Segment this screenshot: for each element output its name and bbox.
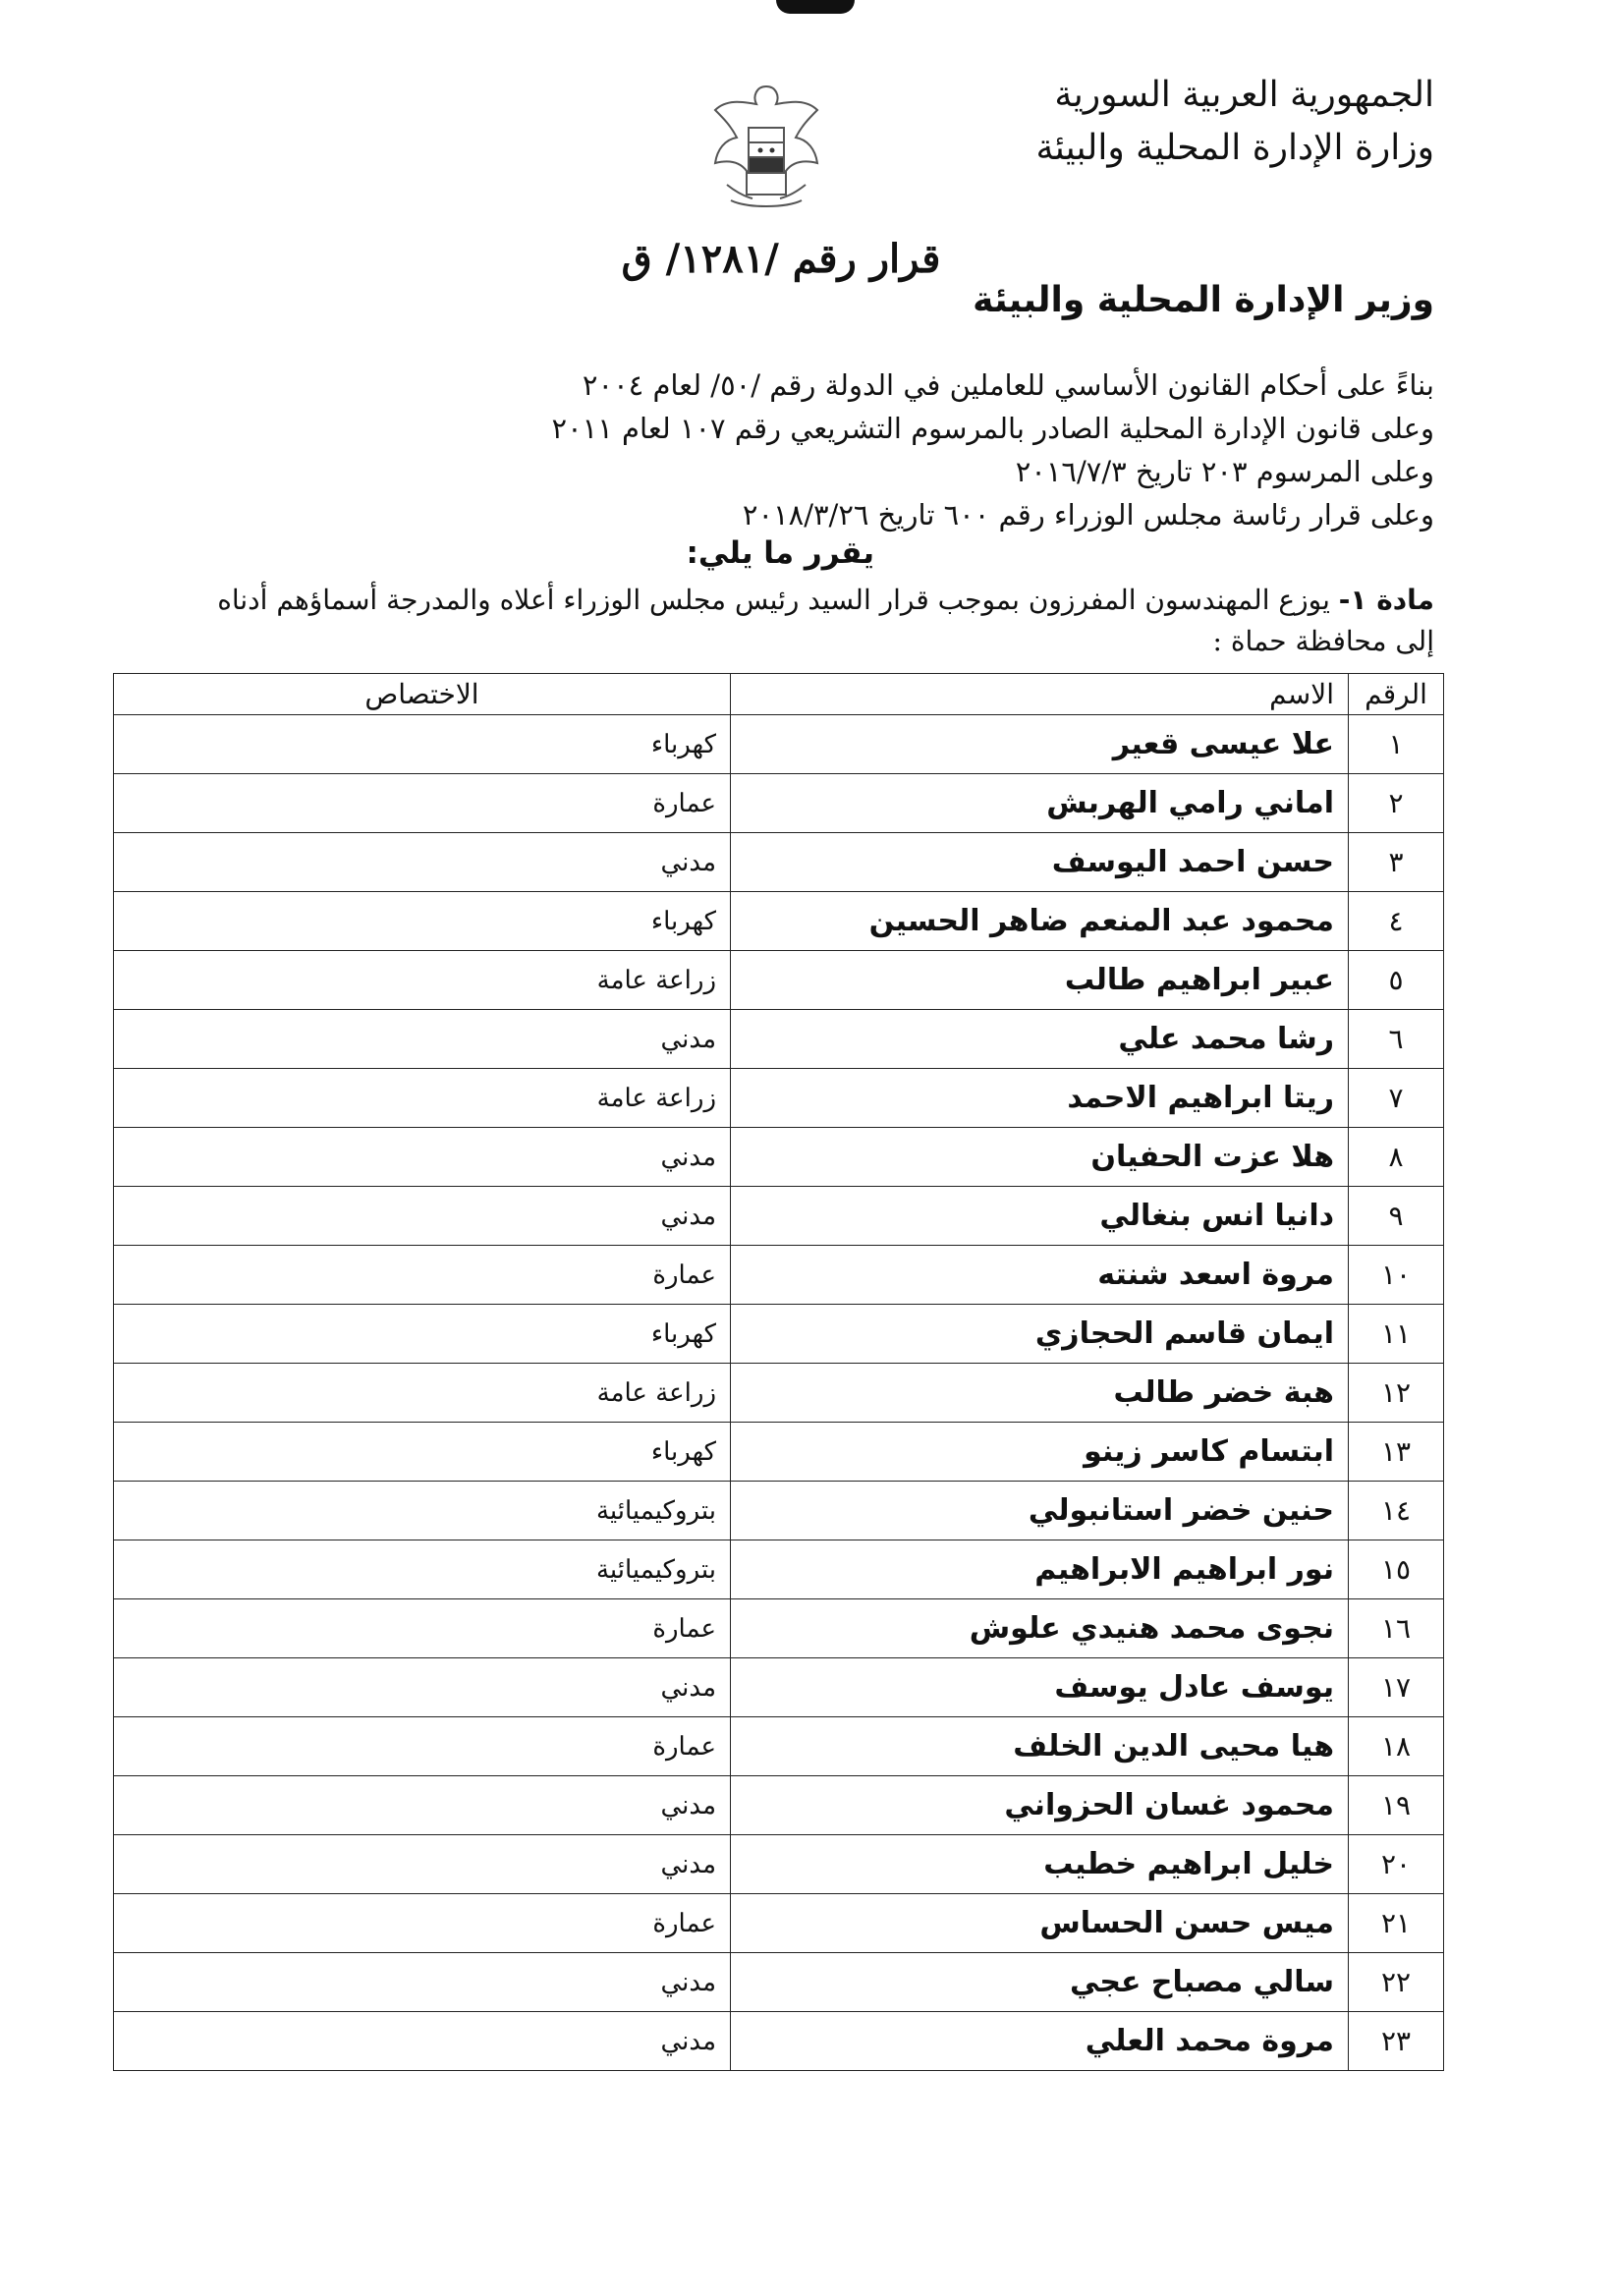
cell-number: ٨ <box>1349 1128 1444 1187</box>
cell-number: ٧ <box>1349 1069 1444 1128</box>
cell-specialty: مدني <box>114 1835 731 1894</box>
table-row <box>114 1423 1444 1482</box>
article-1-line-1 <box>157 580 1434 621</box>
cell-specialty: بتروكيميائية <box>114 1482 731 1540</box>
decides-heading: يقرر ما يلي: <box>686 535 874 571</box>
cell-specialty: مدني <box>114 833 731 892</box>
cell-number: ٢٣ <box>1349 2012 1444 2071</box>
cell-number: ٥ <box>1349 951 1444 1010</box>
cell-specialty: كهرباء <box>114 715 731 774</box>
cell-specialty: بتروكيميائية <box>114 1540 731 1599</box>
header-number: الرقم <box>1349 674 1444 715</box>
cell-name: محمود غسان الحزواني <box>731 1776 1349 1835</box>
cell-name: ريتا ابراهيم الاحمد <box>731 1069 1349 1128</box>
article-1-line-2: إلى محافظة حماة : <box>1212 625 1434 657</box>
table-row <box>114 892 1444 951</box>
table-row <box>114 1010 1444 1069</box>
cell-number: ١٢ <box>1349 1364 1444 1423</box>
cell-name: هلا عزت الحفيان <box>731 1128 1349 1187</box>
table-row <box>114 1658 1444 1717</box>
letterhead <box>923 69 1434 175</box>
cell-name: علا عيسى قعير <box>731 715 1349 774</box>
article-1 <box>157 580 1434 662</box>
cell-specialty: عمارة <box>114 1599 731 1658</box>
decree-number: قرار رقم /١٢٨١/ ق <box>621 236 941 282</box>
table-row <box>114 1835 1444 1894</box>
cell-name: ايمان قاسم الحجازي <box>731 1305 1349 1364</box>
cell-specialty: زراعة عامة <box>114 1364 731 1423</box>
article-label: مادة ١- <box>1338 584 1434 616</box>
cell-name: يوسف عادل يوسف <box>731 1658 1349 1717</box>
ministry-name: وزارة الإدارة المحلية والبيئة <box>1035 128 1434 168</box>
cell-number: ١٠ <box>1349 1246 1444 1305</box>
cell-specialty: مدني <box>114 1010 731 1069</box>
table-row <box>114 1776 1444 1835</box>
cell-name: حنين خضر استانبولي <box>731 1482 1349 1540</box>
cell-specialty: مدني <box>114 1953 731 2012</box>
cell-number: ١٨ <box>1349 1717 1444 1776</box>
cell-specialty: كهرباء <box>114 1423 731 1482</box>
cell-number: ١٩ <box>1349 1776 1444 1835</box>
preamble-line: وعلى المرسوم ٢٠٣ تاريخ ٢٠١٦/٧/٣ <box>1015 455 1434 488</box>
table-row <box>114 1128 1444 1187</box>
cell-name: مروة محمد العلي <box>731 2012 1349 2071</box>
cell-specialty: زراعة عامة <box>114 1069 731 1128</box>
scan-blot <box>776 0 855 14</box>
cell-specialty: كهرباء <box>114 892 731 951</box>
cell-name: هيا محيى الدين الخلف <box>731 1717 1349 1776</box>
cell-specialty: مدني <box>114 1187 731 1246</box>
cell-number: ٦ <box>1349 1010 1444 1069</box>
table-header-row <box>114 674 1444 715</box>
cell-number: ٩ <box>1349 1187 1444 1246</box>
issuer-title: وزير الإدارة المحلية والبيئة <box>973 280 1434 320</box>
table-body <box>114 715 1444 2071</box>
table-row <box>114 1482 1444 1540</box>
table-row <box>114 1894 1444 1953</box>
preamble-line: وعلى قانون الإدارة المحلية الصادر بالمرسوم التشريعي رقم ١٠٧ لعام ٢٠١١ <box>551 412 1434 445</box>
cell-specialty: مدني <box>114 2012 731 2071</box>
table-row <box>114 1540 1444 1599</box>
cell-name: حسن احمد اليوسف <box>731 833 1349 892</box>
cell-name: ميس حسن الحساس <box>731 1894 1349 1953</box>
cell-number: ٣ <box>1349 833 1444 892</box>
cell-number: ٢ <box>1349 774 1444 833</box>
preamble-line: بناءً على أحكام القانون الأساسي للعاملين في الدولة رقم /٥٠/ لعام ٢٠٠٤ <box>582 368 1434 402</box>
cell-number: ١٤ <box>1349 1482 1444 1540</box>
table-row <box>114 1599 1444 1658</box>
cell-number: ١٦ <box>1349 1599 1444 1658</box>
eagle-emblem-icon <box>688 69 845 226</box>
cell-number: ١ <box>1349 715 1444 774</box>
cell-name: عبير ابراهيم طالب <box>731 951 1349 1010</box>
header-specialty: الاختصاص <box>114 674 731 715</box>
table-row <box>114 951 1444 1010</box>
cell-name: ابتسام كاسر زينو <box>731 1423 1349 1482</box>
cell-name: هبة خضر طالب <box>731 1364 1349 1423</box>
table-row <box>114 1069 1444 1128</box>
cell-number: ٢٠ <box>1349 1835 1444 1894</box>
engineers-table <box>113 673 1444 2071</box>
cell-specialty: عمارة <box>114 1717 731 1776</box>
table-row <box>114 1246 1444 1305</box>
cell-name: دانيا انس بنغالي <box>731 1187 1349 1246</box>
preamble <box>452 364 1434 536</box>
cell-specialty: عمارة <box>114 774 731 833</box>
cell-specialty: زراعة عامة <box>114 951 731 1010</box>
table-row <box>114 833 1444 892</box>
table-row <box>114 715 1444 774</box>
table-row <box>114 1305 1444 1364</box>
table-row <box>114 1187 1444 1246</box>
preamble-line: وعلى قرار رئاسة مجلس الوزراء رقم ٦٠٠ تاريخ ٢٠١٨/٣/٢٦ <box>742 498 1434 532</box>
cell-name: محمود عبد المنعم ضاهر الحسين <box>731 892 1349 951</box>
table-row <box>114 1364 1444 1423</box>
cell-specialty: مدني <box>114 1128 731 1187</box>
header-name: الاسم <box>731 674 1349 715</box>
cell-specialty: عمارة <box>114 1894 731 1953</box>
cell-specialty: مدني <box>114 1658 731 1717</box>
cell-name: نور ابراهيم الابراهيم <box>731 1540 1349 1599</box>
cell-specialty: كهرباء <box>114 1305 731 1364</box>
article-text: يوزع المهندسون المفرزون بموجب قرار السيد رئيس مجلس الوزراء أعلاه والمدرجة أسماؤهم أدناه <box>217 584 1330 616</box>
cell-number: ٤ <box>1349 892 1444 951</box>
cell-name: خليل ابراهيم خطيب <box>731 1835 1349 1894</box>
table-row <box>114 774 1444 833</box>
cell-number: ١٥ <box>1349 1540 1444 1599</box>
cell-name: رشا محمد علي <box>731 1010 1349 1069</box>
cell-name: اماني رامي الهربش <box>731 774 1349 833</box>
cell-number: ١١ <box>1349 1305 1444 1364</box>
cell-number: ١٣ <box>1349 1423 1444 1482</box>
cell-name: سالي مصباح عجي <box>731 1953 1349 2012</box>
cell-number: ١٧ <box>1349 1658 1444 1717</box>
cell-number: ٢٢ <box>1349 1953 1444 2012</box>
cell-specialty: عمارة <box>114 1246 731 1305</box>
table-row <box>114 2012 1444 2071</box>
table-row <box>114 1717 1444 1776</box>
cell-number: ٢١ <box>1349 1894 1444 1953</box>
cell-name: مروة اسعد شنته <box>731 1246 1349 1305</box>
cell-name: نجوى محمد هنيدي علوش <box>731 1599 1349 1658</box>
table-row <box>114 1953 1444 2012</box>
cell-specialty: مدني <box>114 1776 731 1835</box>
country-name: الجمهورية العربية السورية <box>1054 75 1434 115</box>
